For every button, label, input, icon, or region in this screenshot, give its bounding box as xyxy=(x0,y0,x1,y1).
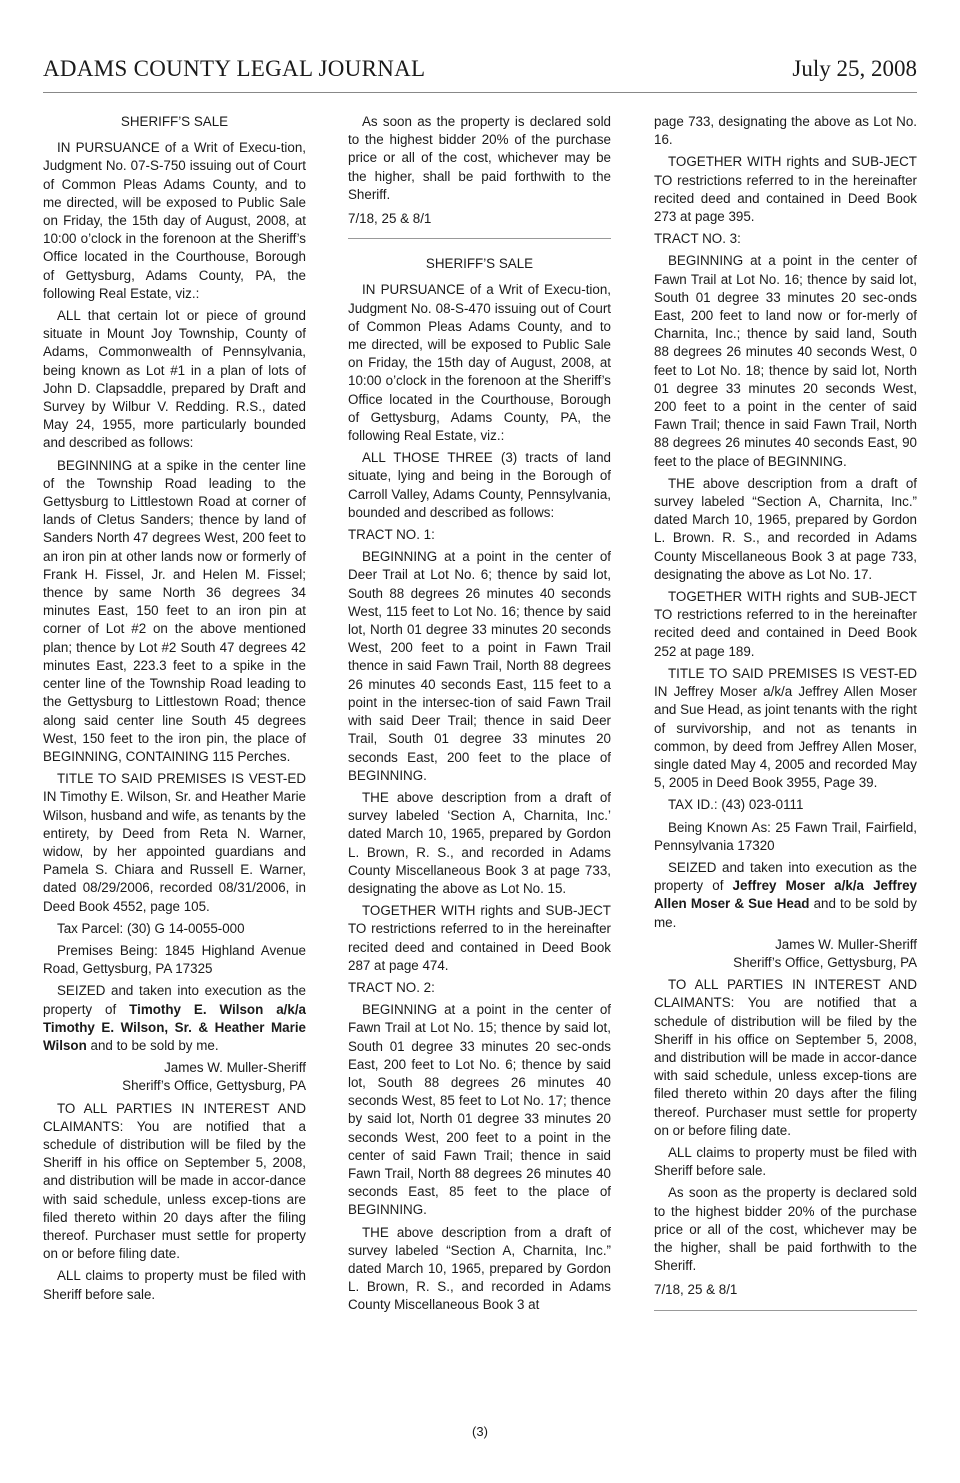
paragraph: page 733, designating the above as Lot No. 16. xyxy=(654,114,917,148)
publication-dates: 7/18, 25 & 8/1 xyxy=(654,1282,738,1298)
tract-heading: TRACT NO. 2: xyxy=(348,979,435,995)
column-1 xyxy=(43,113,306,1308)
paragraph: TO ALL PARTIES IN INTEREST AND CLAIMANTS: You are notified that a schedule of distribution will be filed by the Sheriff in his office on September 5, 2008, and distribution will be made in accor-dance with said schedule, unless excep-tions are filed thereto within 20 days after the filing thereof. Purchaser must settle for property on or before filing date. xyxy=(43,1100,306,1262)
seized-text: SEIZED and taken into execution as the property of xyxy=(654,859,917,894)
seized-paragraph xyxy=(654,859,917,932)
sheriff-signature: James W. Muller-Sheriff xyxy=(775,936,917,952)
sheriff-office: Sheriff’s Office, Gettysburg, PA xyxy=(733,954,917,970)
section-heading: SHERIFF’S SALE xyxy=(425,256,534,272)
tax-parcel: Tax Parcel: (30) G 14-0055-000 xyxy=(57,920,245,936)
divider xyxy=(348,238,611,239)
paragraph: TOGETHER WITH rights and SUB-JECT TO restrictions referred to in the hereinafter recited deed and contained in Deed Book 287 at page 474. xyxy=(348,903,611,973)
tax-id: TAX ID.: (43) 023-0111 xyxy=(668,797,804,813)
sheriff-signature: James W. Muller-Sheriff xyxy=(164,1060,306,1076)
defendant-names: Timothy E. Wilson a/k/a Timothy E. Wilson, Sr. & Heather Marie Wilson xyxy=(43,1001,306,1053)
column-3 xyxy=(654,113,917,1327)
seized-text-end: and to be sold by me. xyxy=(654,896,917,930)
paragraph: TOGETHER WITH rights and SUB-JECT TO restrictions referred to in the hereinafter recited deed and contained in Deed Book 252 at page 189. xyxy=(654,589,917,659)
seized-text: SEIZED and taken into execution as the property of xyxy=(43,983,306,1017)
journal-header xyxy=(43,50,917,93)
paragraph: TO ALL PARTIES IN INTEREST AND CLAIMANTS: You are notified that a schedule of distribution will be filed by the Sheriff in his office on September 5, 2008, and distribution will be made in accor-dance with said schedule, unless excep-tions are filed thereto within 20 days after the filing thereof. Purchaser must settle for property on or before filing date. xyxy=(654,977,917,1138)
divider xyxy=(654,1310,917,1311)
defendant-names: Jeffrey Moser a/k/a Jeffrey Allen Moser & Sue Head xyxy=(654,878,917,912)
paragraph: As soon as the property is declared sold to the highest bidder 20% of the purchase price or all of the cost, whichever may be the higher, shall be paid forthwith to the Sheriff. xyxy=(654,1185,917,1274)
premises: Premises Being: 1845 Highland Avenue Road, Gettysburg, PA 17325 xyxy=(43,942,306,977)
paragraph: THE above description from a draft of survey labeled “Section A, Charnita, Inc.” dated March 10, 1965, prepared by Gordon L. Brown. R. S., and recorded in Adams County Miscellaneous Book 3 at page 733, designating the above as Lot No. 17. xyxy=(654,475,917,582)
paragraph: BEGINNING at a point in the center of Fawn Trail at Lot No. 15; thence by said lot, South 01 degree 33 minutes 20 sec-onds East, 200 feet to Lot No. 6; thence by said lot, South 88 degrees 26 minutes 40 seconds West, 85 feet to Lot No. 17; thence by said lot, North 01 degree 33 minutes 20 seconds West, 200 feet to a point in the center of said Fawn Trail; thence in said Fawn Trail, North 88 degrees 26 minutes 40 seconds East, 85 feet to the place of BEGINNING. xyxy=(348,1002,611,1218)
paragraph: As soon as the property is declared sold to the highest bidder 20% of the purchase price or all of the cost, whichever may be the higher, shall be paid forthwith to the Sheriff. xyxy=(348,114,611,202)
paragraph: THE above description from a draft of survey labeled “Section A, Charnita, Inc.” dated March 10, 1965, prepared by Gordon L. Brown, R. S., and recorded in Adams County Miscellaneous Book 3 at xyxy=(348,1224,611,1313)
paragraph: TOGETHER WITH rights and SUB-JECT TO restrictions referred to in the hereinafter recited deed and contained in Deed Book 273 at page 395. xyxy=(654,154,917,225)
page-number: (3) xyxy=(472,1424,488,1439)
seized-text-end: and to be sold by me. xyxy=(86,1037,219,1053)
premises: Being Known As: 25 Fawn Trail, Fairfield, Pennsylvania 17320 xyxy=(654,819,917,853)
issue-date: July 25, 2008 xyxy=(792,56,917,81)
paragraph: ALL that certain lot or piece of ground situate in Mount Joy Township, County of Adams, Commonwealth of Pennsylvania, being known as Lot #1 in a plan of lots of John D. Clapsaddle, prepared by Draft and Survey by Wilbur V. Redding. R.S., dated May 24, 1955, more particularly bounded and described as follows: xyxy=(43,308,306,451)
paragraph: IN PURSUANCE of a Writ of Execu-tion, Judgment No. 08-S-470 issuing out of Court of Common Pleas Adams County, and to me directed, will be exposed to Public Sale on Friday, the 15th day of August, 2008, at 10:00 o’clock in the forenoon at the Sheriff’s Office located in the Courthouse, Borough of Gettysburg, Adams County, PA, the following Real Estate, viz.: xyxy=(348,282,611,444)
column-2 xyxy=(348,113,611,1319)
paragraph: ALL THOSE THREE (3) tracts of land situate, lying and being in the Borough of Carroll Valley, Adams County, Pennsylvania, bounded and described as follows: xyxy=(348,450,611,520)
paragraph: ALL claims to property must be filed with Sheriff before sale. xyxy=(43,1268,306,1302)
paragraph: ALL claims to property must be filed with Sheriff before sale. xyxy=(654,1144,917,1179)
paragraph: TITLE TO SAID PREMISES IS VEST-ED IN Timothy E. Wilson, Sr. and Heather Marie Wilson, husband and wife, as tenants by the entirety, by Deed from Reta N. Warner, widow, by her appointed guardians and Pamela S. Chiara and Russell E. Warner, dated 08/29/2006, recorded 08/31/2006, in Deed Book 4552, page 105. xyxy=(43,771,306,914)
tract-heading: TRACT NO. 1: xyxy=(348,527,435,543)
paragraph: BEGINNING at a spike in the center line of the Township Road leading to the Gettysburg to Littlestown Road at corner of lands of Cletus Sanders; thence by land of Sanders North 47 degrees West, 200 feet to an iron pin at other lands now or formerly of Frank H. Fissel, Jr. and Helen M. Fissel; thence by same North 36 degrees 34 minutes East, 150 feet to an iron pin at corner of Lot #2 on the above mentioned plan; thence by Lot #2 South 47 degrees 42 minutes East, 223.3 feet to a spike in the center line of the Township Road leading to the Gettysburg to Littlestown Road; thence along said center line South 45 degrees West, 150 feet to the iron pin, the place of BEGINNING, CONTAINING 115 Perches. xyxy=(43,457,306,764)
paragraph: TITLE TO SAID PREMISES IS VEST-ED IN Jeffrey Moser a/k/a Jeffrey Allen Moser and Sue Head, as joint tenants with the right of survivorship, and not as tenants in common, by deed from Jeffrey Allen Moser, single dated May 4, 2005 and recorded May 5, 2005 in Deed Book 3955, Page 39. xyxy=(654,665,917,791)
publication-dates: 7/18, 25 & 8/1 xyxy=(348,211,432,227)
seized-paragraph xyxy=(43,982,306,1055)
sheriff-office: Sheriff’s Office, Gettysburg, PA xyxy=(122,1078,306,1094)
journal-title: ADAMS COUNTY LEGAL JOURNAL xyxy=(43,56,426,81)
paragraph: BEGINNING at a point in the center of Deer Trail at Lot No. 6; thence by said lot, South 88 degrees 26 minutes 40 seconds West, 115 feet to Lot No. 16; thence by said lot, North 01 degree 33 minutes 20 seconds West, 200 feet to a point in Fawn Trail thence in said Fawn Trail, North 88 degrees 26 minutes 40 seconds East, 115 feet to a point in the intersec-tion of said Fawn Trail with said Deer Trail; thence in said Deer Trail, South 01 degree 33 minutes 20 seconds East, 200 feet to the place of BEGINNING. xyxy=(348,549,611,783)
paragraph: BEGINNING at a point in the center of Fawn Trail at Lot No. 16; thence by said lot, South 01 degree 33 minutes 20 sec-onds East, 200 feet to land now or for-merly of Charnita, Inc.; thence by said land, South 88 degrees 26 minutes 40 seconds West, 0 feet to Lot No. 18; thence by said lot, North 01 degree 33 minutes 20 seconds West, 200 feet to a point in the center of said Fawn Trail; thence in said Fawn Trail, North 88 degrees 26 minutes 40 seconds East, 90 feet to the place of BEGINNING. xyxy=(654,253,917,469)
section-heading: SHERIFF’S SALE xyxy=(120,114,229,129)
tract-heading: TRACT NO. 3: xyxy=(654,231,741,247)
paragraph: THE above description from a draft of survey labeled ‘Section A, Charnita, Inc.’ dated March 10, 1965, prepared by Gordon L. Brown, R. S., and recorded in Adams County Miscellaneous Book 3 at page 733, designating the above as Lot No. 15. xyxy=(348,789,611,896)
paragraph: IN PURSUANCE of a Writ of Execu-tion, Judgment No. 07-S-750 issuing out of Court of Common Pleas Adams County, and to me directed, will be exposed to Public Sale on Friday, the 15th day of August, 2008, at 10:00 o’clock in the forenoon at the Sheriff’s Office located in the Courthouse, Borough of Gettysburg, Adams County, PA, the following Real Estate, viz.: xyxy=(43,140,306,301)
